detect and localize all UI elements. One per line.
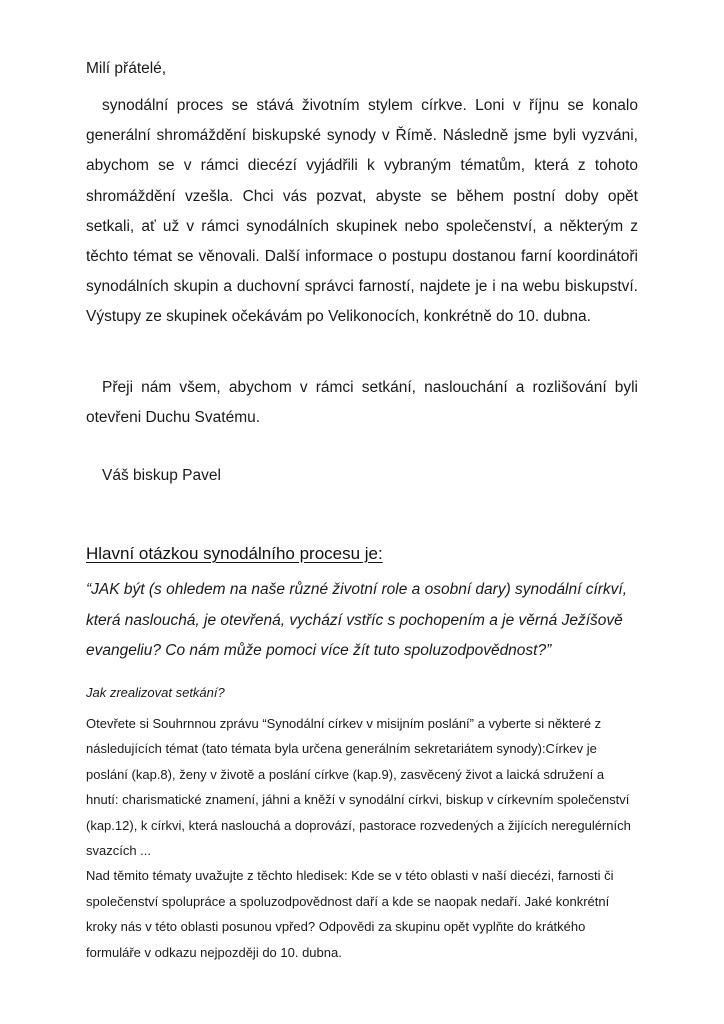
letter-paragraph-2: Přeji nám všem, abychom v rámci setkání, naslouchání a rozlišování byli otevřeni Duchu Svatému. (86, 379, 638, 427)
question-heading-text: Hlavní otázkou synodálního procesu je: (86, 544, 383, 563)
question-heading (86, 544, 638, 564)
instructions-body (86, 711, 638, 965)
instructions-title: Jak zrealizovat setkání? (86, 685, 225, 700)
main-question-text: “JAK být (s ohledem na naše různé životní role a osobní dary) synodální církví, která naslouchá, je otevřená, vychází vstříc s pochopením a je věrná Ježíšově evangeliu? Co nám může pomoci více žít tuto spoluzodpovědnost?” (86, 581, 628, 659)
instructions-paragraph-1: Otevřete si Souhrnnou zprávu “Synodální církev v misijním poslání” a vyberte si některé z následujících témat (tato témata byla určena generálním sekretariátem synody):Církev je poslání (kap.8), ženy v životě a poslání církve (kap.9), zasvěcený život a laická sdružení a hnutí: charismatické znamení, jáhni a kněží v synodální církvi, biskup v církevním společenství (kap.12), k církvi, která naslouchá a doprovází, pastorace rozvedených a žijících neregulérních svazcích ... (86, 716, 631, 859)
letter-paragraph-1: synodální proces se stává životním stylem církve. Loni v říjnu se konalo generální shromáždění biskupské synody v Římě. Následně jsme byli vyzváni, abychom se v rámci diecézí vyjádřili k vybraným tématům, která z tohoto shromáždění vzešla. Chci vás pozvat, abyste se během postní doby opět setkali, ať už v rámci synodálních skupinek nebo společenství, a některým z těchto témat se věnovali. Další informace o postupu dostanou farní koordinátoři synodálních skupin a duchovní správci farností, najdete je i na webu biskupství. Výstupy ze skupinek očekávám po Velikonocích, konkrétně do 10. dubna. (86, 97, 638, 326)
letter-greeting: Milí přátelé, (86, 60, 167, 77)
letter-signature: Váš biskup Pavel (102, 467, 221, 484)
instructions-paragraph-2: Nad těmito tématy uvažujte z těchto hledisek: Kde se v této oblasti v naší diecézi, farnosti či společenství spolupráce a spoluzodpovědnost daří a kde se naopak nedaří. Jaké konkrétní kroky nás v této oblasti posunou vpřed? Odpovědi za skupinu opět vyplňte do krátkého formuláře v odkazu nejpozději do 10. dubna. (86, 868, 614, 960)
